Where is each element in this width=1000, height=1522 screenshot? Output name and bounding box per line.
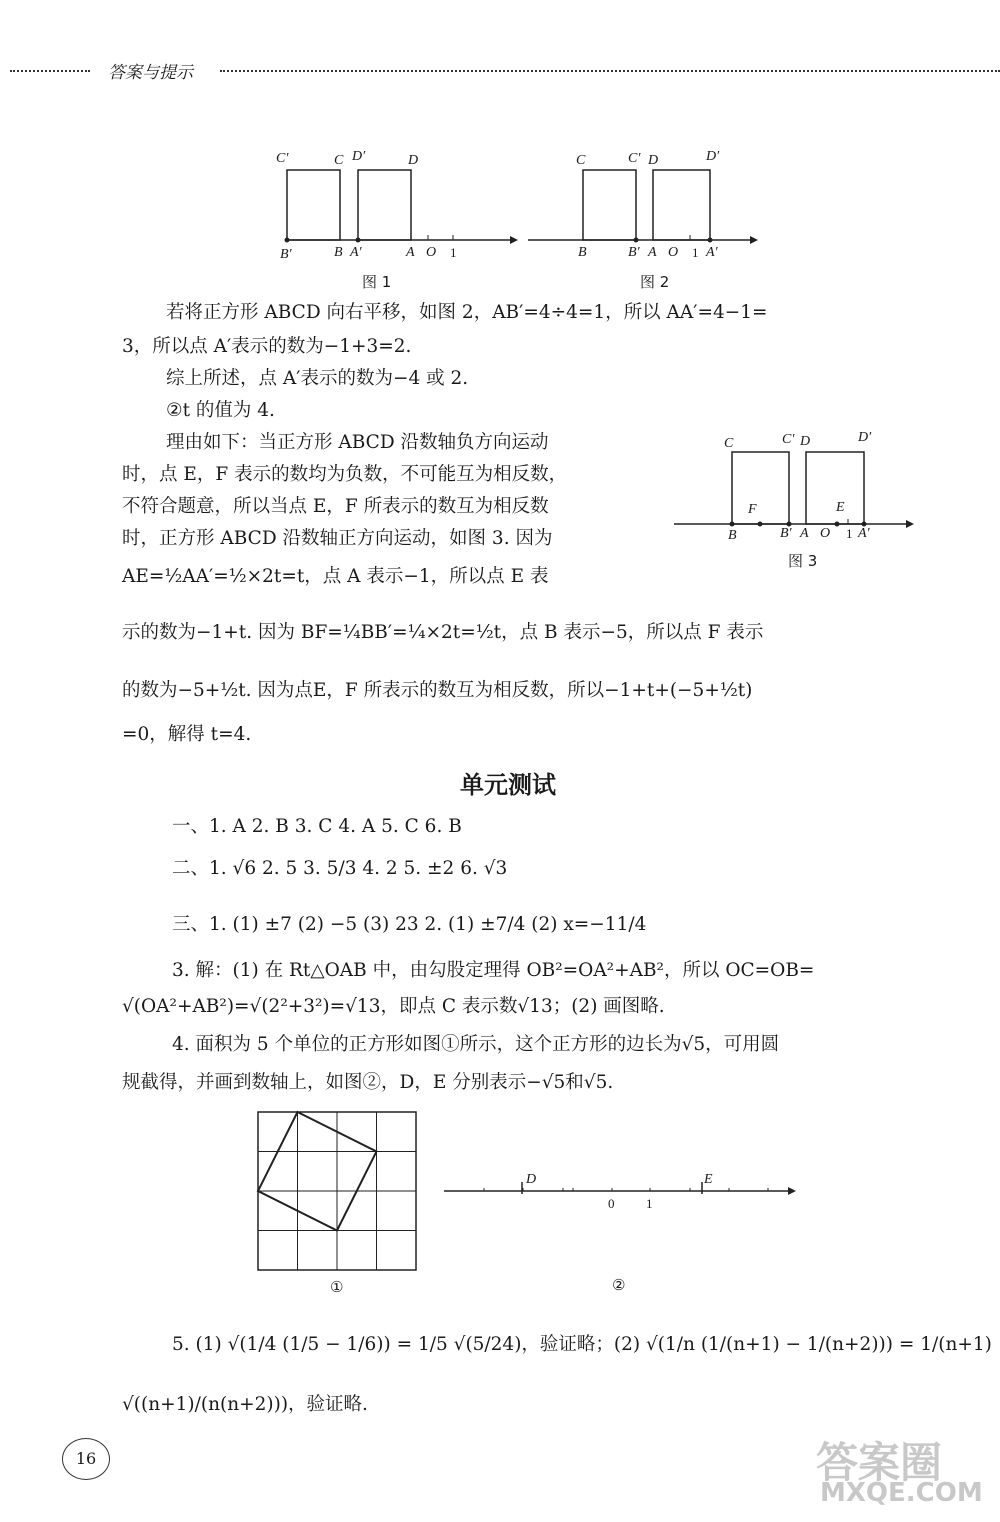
answer-part-2: 二、1. √6 2. 5 3. 5/3 4. 2 5. ±2 6. √3 <box>172 858 508 879</box>
page-number: 16 <box>62 1438 110 1480</box>
grid-square-drawing <box>256 1110 420 1274</box>
solution-line-3: 综上所述，点 A′表示的数为−4 或 2. <box>166 368 469 389</box>
figure-3 <box>672 428 922 573</box>
fig1-label-c: C <box>334 153 344 168</box>
page-header <box>10 58 1000 84</box>
fig3-label-o: O <box>820 526 831 541</box>
figure-2 <box>528 145 768 295</box>
figure-line-caption: ② <box>612 1276 626 1294</box>
solution-line-10: 示的数为−1+t. 因为 BF=¼BB′=¼×2t=½t，点 B 表示−5，所以点 F 表示 <box>122 622 764 643</box>
figure-1 <box>270 145 530 295</box>
figure-3-drawing <box>672 428 922 548</box>
fig2-label-c-prime: C′ <box>628 151 641 166</box>
fig3-label-c: C <box>724 436 734 451</box>
solution-line-5: 理由如下：当正方形 ABCD 沿数轴负方向运动 <box>166 432 549 453</box>
fig1-caption: 图 1 <box>362 273 392 291</box>
solution-line-12: =0，解得 t=4. <box>122 724 252 745</box>
fig3-label-a-prime: A′ <box>858 526 870 541</box>
numline-label-e: E <box>704 1172 713 1187</box>
fig3-label-d-prime: D′ <box>858 430 872 445</box>
solution-line-7: 不符合题意，所以当点 E，F 所表示的数互为相反数 <box>122 496 549 517</box>
fig1-label-one: 1 <box>450 245 457 260</box>
answer-q3-line-1: 3. 解：(1) 在 Rt△OAB 中，由勾股定理得 OB²=OA²+AB²，所以 OC=OB= <box>172 960 815 981</box>
solution-line-4: ②t 的值为 4. <box>166 400 275 421</box>
fig3-label-d: D <box>800 434 811 449</box>
fig2-label-a: A <box>648 245 657 260</box>
fig3-label-c-prime: C′ <box>782 432 795 447</box>
fig3-label-f: F <box>748 502 757 517</box>
numline-label-one: 1 <box>646 1196 653 1211</box>
fig1-label-b: B <box>334 245 343 260</box>
figure-grid <box>256 1110 420 1302</box>
fig2-label-d: D <box>648 153 659 168</box>
answer-part-1: 一、1. A 2. B 3. C 4. A 5. C 6. B <box>172 816 462 837</box>
fig1-label-o: O <box>426 245 437 260</box>
header-dots-left <box>10 70 90 72</box>
answer-q4-line-2: 规截得，并画到数轴上，如图②，D，E 分别表示−√5和√5. <box>122 1072 614 1093</box>
fig1-label-d: D <box>408 153 419 168</box>
fig1-label-a: A <box>406 245 415 260</box>
fig2-label-d-prime: D′ <box>706 149 720 164</box>
header-title: 答案与提示 <box>108 63 193 83</box>
solution-line-1: 若将正方形 ABCD 向右平移，如图 2，AB′=4÷4=1，所以 AA′=4−1= <box>166 302 768 323</box>
solution-line-11: 的数为−5+½t. 因为点E，F 所表示的数互为相反数，所以−1+t+(−5+½t) <box>122 680 753 701</box>
section-title: 单元测试 <box>460 771 556 799</box>
fig2-label-a-prime: A′ <box>706 245 718 260</box>
number-line-drawing <box>440 1170 800 1210</box>
fig3-label-b-prime: B′ <box>780 526 792 541</box>
fig1-label-a-prime: A′ <box>350 245 362 260</box>
fig2-label-o: O <box>668 245 679 260</box>
fig2-label-b: B <box>578 245 587 260</box>
solution-line-6: 时，点 E，F 表示的数均为负数，不可能互为相反数， <box>122 464 568 485</box>
fig3-caption: 图 3 <box>788 552 818 570</box>
solution-line-9: AE=½AA′=½×2t=t，点 A 表示−1，所以点 E 表 <box>122 566 549 587</box>
fig2-caption: 图 2 <box>640 273 670 291</box>
answer-q5-line-1: 5. (1) √(1/4 (1/5 − 1/6)) = 1/5 √(5/24)，验证略；(2) √(1/n (1/(n+1) − 1/(n+2))) = 1/(n+1) <box>172 1334 992 1355</box>
answer-q3-line-2: √(OA²+AB²)=√(2²+3²)=√13，即点 C 表示数√13；(2) 画图略. <box>122 996 665 1017</box>
fig3-label-e: E <box>836 500 845 515</box>
solution-line-2: 3，所以点 A′表示的数为−1+3=2. <box>122 336 412 357</box>
numline-label-zero: 0 <box>608 1196 615 1211</box>
answer-q5-line-2: √((n+1)/(n(n+2)))，验证略. <box>122 1394 368 1415</box>
fig1-label-c-prime: C′ <box>276 151 289 166</box>
watermark-url: MXQE.COM <box>820 1478 983 1508</box>
fig3-label-b: B <box>728 528 737 543</box>
fig3-label-a: A <box>800 526 809 541</box>
numline-label-d: D <box>526 1172 537 1187</box>
fig2-label-b-prime: B′ <box>628 245 640 260</box>
fig1-label-b-prime: B′ <box>280 247 292 262</box>
watermark-logo: 答案圈 <box>816 1438 943 1487</box>
fig3-label-one: 1 <box>846 526 853 541</box>
answer-q4-line-1: 4. 面积为 5 个单位的正方形如图①所示，这个正方形的边长为√5，可用圆 <box>172 1034 780 1055</box>
fig2-label-one: 1 <box>692 245 699 260</box>
figure-1-drawing <box>270 145 530 255</box>
fig2-label-c: C <box>576 153 586 168</box>
header-dots-right <box>220 70 1000 72</box>
answer-part-3: 三、1. (1) ±7 (2) −5 (3) 23 2. (1) ±7/4 (2) x=−11/4 <box>172 914 647 935</box>
solution-line-8: 时，正方形 ABCD 沿数轴正方向运动，如图 3. 因为 <box>122 528 553 549</box>
figure-grid-caption: ① <box>330 1278 344 1296</box>
fig1-label-d-prime: D′ <box>352 149 366 164</box>
figure-number-line <box>440 1170 800 1300</box>
